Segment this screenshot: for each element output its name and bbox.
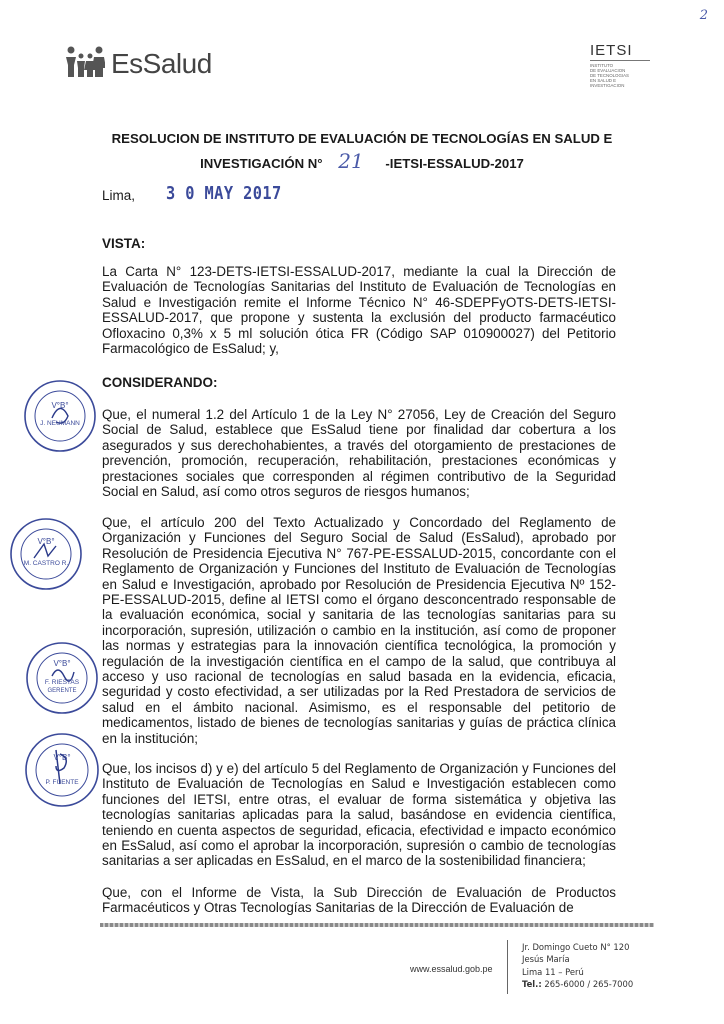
vista-paragraph: La Carta N° 123-DETS-IETSI-ESSALUD-2017, mediante la cual la Dirección de Evaluación de Tecnologías Sanitarias del Instituto de Evaluación de Tecnologías en Salud e Investigación remite el Informe Técnico N° 46-SDEPFyOTS-DETS-IETSI-ESSALUD-2017, que propone y sustenta la exclusión del producto farmacéutico Ofloxacino 0,3% x 5 ml solución ótica FR (Código SAP 010900027) del Petitorio Farmacológico de EsSalud; y, (102, 264, 616, 357)
considerando-paragraph-2: Que, el artículo 200 del Texto Actualizado y Concordado del Reglamento de Organización y Funciones del Seguro Social de Salud (EsSalud), aprobado por Resolución de Presidencia Ejecutiva N° 767-PE-ESSALUD-2015, concordante con el Reglamento de Organización y Funciones del Instituto de Evaluación de Tecnologías en Salud e Investigación, aprobado por Resolución de Presidencia Ejecutiva Nº 152-PE-ESSALUD-2015, define al IETSI como el órgano desconcentrado responsable de la evaluación económica, social y sanitaria de las tecnologías sanitarias para su incorporación, supresión, utilización o cambio en la institución, así como de proponer las normas y estrategias para la innovación científica tecnológica, la promoción y regulación de la investigación científica en el campo de la salud, que contribuya al acceso y uso racional de tecnologías en salud basada en la evidencia, eficacia, seguridad y costo efectividad, a ser utilizadas por la Red Prestadora de servicios de salud en el ámbito nacional. Asimismo, es el responsable del petitorio de medicamentos, listado de bienes de tecnologías sanitarias y guías de práctica clínica en la institución; (102, 515, 616, 746)
svg-text:M. CASTRO R.: M. CASTRO R. (23, 560, 69, 567)
footer-address: Jr. Domingo Cueto N° 120 Jesús María Lima 11 – Perú Tel.: 265-6000 / 265-7000 (522, 942, 634, 990)
svg-text:F. RIESTAS: F. RIESTAS (44, 679, 80, 686)
ietsi-subtitle: INSTITUTO DE EVALUACION DE TECNOLOGIAS EN SALUD E INVESTIGACION (590, 63, 629, 88)
handwritten-number: 21 (338, 149, 364, 173)
footer-divider (507, 940, 508, 994)
date-stamp: 3 0 MAY 2017 (166, 183, 282, 204)
approval-seal-3 (24, 640, 100, 716)
svg-text:V°B°: V°B° (53, 753, 71, 762)
svg-text:V°B°: V°B° (51, 401, 69, 410)
title-line-1: RESOLUCION DE INSTITUTO DE EVALUACIÓN DE TECNOLOGÍAS EN SALUD E (111, 131, 613, 146)
vista-heading: VISTA: (102, 236, 146, 251)
page-number: 2 (699, 8, 708, 23)
considerando-heading: CONSIDERANDO: (102, 375, 218, 390)
approval-seal-1 (22, 378, 98, 454)
svg-text:P. FUENTE: P. FUENTE (45, 779, 79, 786)
family-icon (65, 44, 105, 78)
logo-text: EsSalud (111, 48, 212, 79)
ietsi-logo (590, 42, 650, 88)
footer-url: www.essalud.gob.pe (410, 964, 493, 974)
svg-text:V°B°: V°B° (53, 659, 71, 668)
ietsi-title: IETSI (590, 42, 650, 61)
svg-text:V°B°: V°B° (37, 537, 55, 546)
essalud-logo (65, 44, 212, 78)
svg-text:GERENTE: GERENTE (47, 688, 77, 694)
considerando-paragraph-1: Que, el numeral 1.2 del Artículo 1 de la Ley N° 27056, Ley de Creación del Seguro Social de Salud, establece que EsSalud tiene por finalidad dar cobertura a los asegurados y sus derechohabientes, a través del otorgamiento de prestaciones de prevención, promoción, recuperación, rehabilitación, prestaciones económicas y prestaciones sociales que corresponden al régimen contributivo de la Seguridad Social en Salud, así como otros seguros de riesgos humanos; (102, 407, 616, 500)
resolution-title (0, 127, 724, 175)
considerando-paragraph-3: Que, los incisos d) y e) del artículo 5 del Reglamento de Organización y Funciones del Instituto de Evaluación de Tecnologías en Salud e Investigación establecen como funciones del IETSI, entre otras, el evaluar de forma sistemática y objetiva las tecnologías sanitarias aplicadas para la salud, basándose en evidencia científica, teniendo en cuenta aspectos de seguridad, eficacia, efectividad e impacto económico en EsSalud, así como el aprobar la incorporación, supresión o cambio de tecnologías sanitarias a ser aplicadas en EsSalud, en el marco de la sostenibilidad financiera; (102, 761, 616, 869)
footer-rule (100, 923, 654, 927)
title-line-2: INVESTIGACIÓN N° 21 -IETSI-ESSALUD-2017 (200, 149, 524, 173)
approval-seal-4 (22, 730, 102, 810)
place: Lima, (102, 188, 136, 203)
considerando-paragraph-4: Que, con el Informe de Vista, la Sub Dirección de Evaluación de Productos Farmacéuticos y Otras Tecnologías Sanitarias de la Dirección de Evaluación de (102, 885, 616, 916)
approval-seal-2 (8, 516, 84, 592)
svg-text:J. NEUMANN: J. NEUMANN (40, 420, 80, 427)
